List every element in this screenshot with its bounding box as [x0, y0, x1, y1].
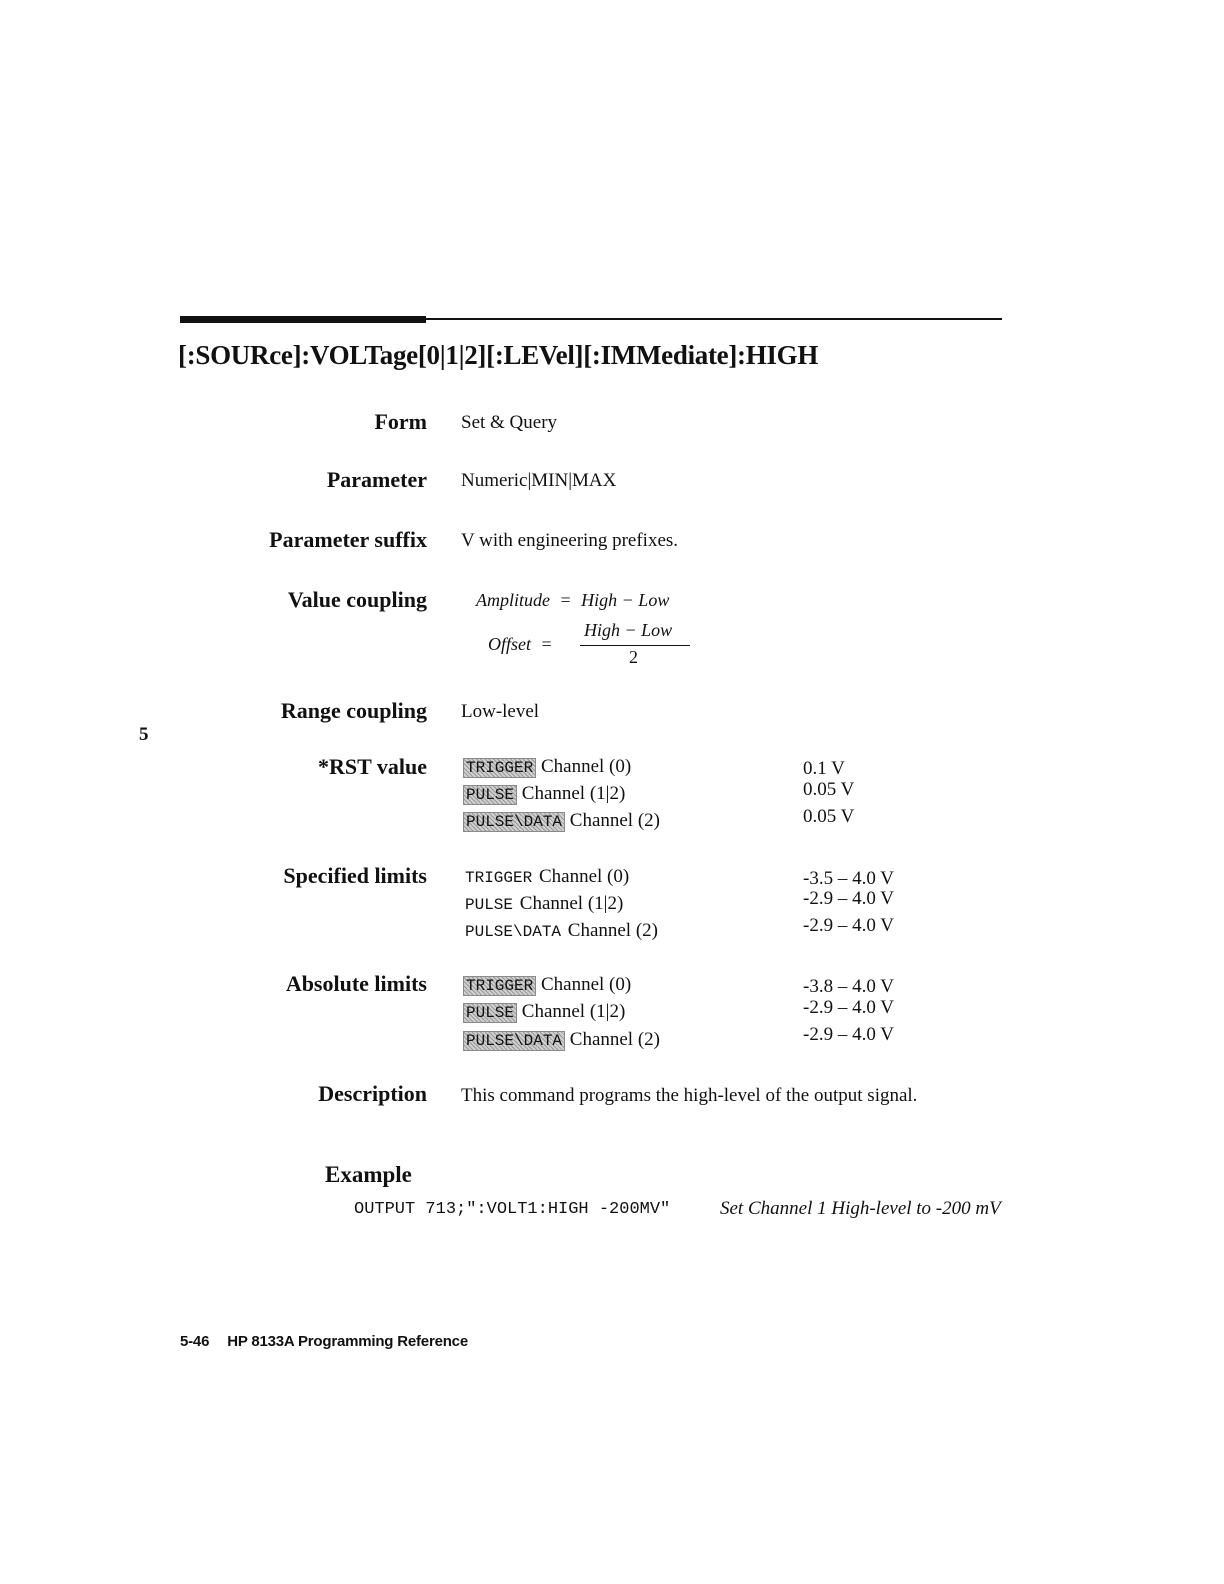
example-heading: Example — [325, 1162, 412, 1187]
amplitude-equation — [476, 590, 669, 611]
command-heading: [:SOURce]:VOLTage[0|1|2][:LEVel][:IMMediate]:HIGH — [178, 340, 819, 370]
specified-value-trigger: -3.5 – 4.0 V — [803, 868, 894, 889]
value-coupling-label: Value coupling — [287, 587, 427, 612]
keyword-pulse: PULSE — [463, 1003, 517, 1023]
example-code: OUTPUT 713;":VOLT1:HIGH -200MV" — [354, 1200, 671, 1219]
section-number: 5 — [139, 724, 149, 745]
channel-label: Channel (1|2) — [521, 1001, 626, 1022]
specified-row-pulse-data — [463, 920, 658, 942]
channel-label: Channel (0) — [540, 974, 632, 995]
amplitude-rhs: High − Low — [581, 590, 670, 610]
channel-label: Channel (2) — [569, 810, 660, 831]
absolute-row-trigger — [463, 974, 631, 996]
page-number: 5-46 — [180, 1333, 210, 1350]
channel-label: Channel (1|2) — [521, 783, 626, 804]
rst-row-trigger — [463, 756, 631, 778]
specified-row-trigger — [463, 866, 629, 888]
channel-label: Channel (0) — [540, 756, 632, 777]
page-footer — [180, 1333, 468, 1350]
top-rule-accent — [180, 316, 426, 323]
rst-value-pulse-data: 0.05 V — [803, 806, 855, 827]
parameter-value: Numeric|MIN|MAX — [461, 470, 617, 491]
description-text: This command programs the high-level of the output signal. — [461, 1085, 918, 1106]
offset-denominator: 2 — [629, 647, 638, 667]
description-label: Description — [318, 1081, 427, 1106]
parameter-suffix-label: Parameter suffix — [269, 527, 427, 552]
keyword-trigger: TRIGGER — [463, 758, 536, 778]
channel-label: Channel (2) — [569, 1029, 660, 1050]
form-value: Set & Query — [461, 412, 558, 433]
absolute-row-pulse-data — [463, 1029, 660, 1051]
keyword-trigger: TRIGGER — [465, 869, 533, 887]
range-coupling-label: Range coupling — [280, 698, 427, 723]
channel-label: Channel (0) — [538, 866, 630, 887]
keyword-pulse-data: PULSE\DATA — [463, 812, 565, 832]
keyword-pulse-data: PULSE\DATA — [465, 923, 562, 941]
keyword-pulse: PULSE — [465, 896, 514, 914]
channel-label: Channel (1|2) — [519, 893, 624, 914]
rst-value-label: *RST value — [317, 754, 427, 779]
absolute-value-pulse: -2.9 – 4.0 V — [803, 997, 894, 1018]
parameter-suffix-value: V with engineering prefixes. — [461, 530, 679, 551]
rst-row-pulse-data — [463, 810, 660, 832]
absolute-value-pulse-data: -2.9 – 4.0 V — [803, 1024, 894, 1045]
specified-value-pulse: -2.9 – 4.0 V — [803, 888, 894, 909]
keyword-trigger: TRIGGER — [463, 976, 536, 996]
offset-numerator: High − Low — [584, 620, 673, 640]
example-note: Set Channel 1 High-level to -200 mV — [720, 1198, 1001, 1219]
offset-lhs-group — [488, 634, 552, 655]
absolute-value-trigger: -3.8 – 4.0 V — [803, 976, 894, 997]
specified-row-pulse — [463, 893, 623, 915]
offset-lhs: Offset — [488, 634, 531, 654]
document-title: HP 8133A Programming Reference — [227, 1333, 468, 1350]
rst-value-trigger: 0.1 V — [803, 758, 845, 779]
amplitude-lhs: Amplitude — [476, 590, 550, 610]
absolute-row-pulse — [463, 1001, 625, 1023]
keyword-pulse: PULSE — [463, 785, 517, 805]
fraction-bar — [580, 645, 690, 646]
specified-value-pulse-data: -2.9 – 4.0 V — [803, 915, 894, 936]
specified-limits-label: Specified limits — [283, 863, 427, 888]
absolute-limits-label: Absolute limits — [285, 971, 427, 996]
offset-equals: = — [541, 634, 552, 654]
rst-value-pulse: 0.05 V — [803, 779, 855, 800]
parameter-label: Parameter — [326, 467, 427, 492]
rst-row-pulse — [463, 783, 625, 805]
offset-fraction — [580, 620, 690, 668]
form-label: Form — [374, 409, 427, 434]
keyword-pulse-data: PULSE\DATA — [463, 1031, 565, 1051]
range-coupling-value: Low-level — [461, 701, 540, 722]
amplitude-equals: = — [560, 590, 571, 610]
channel-label: Channel (2) — [567, 920, 658, 941]
